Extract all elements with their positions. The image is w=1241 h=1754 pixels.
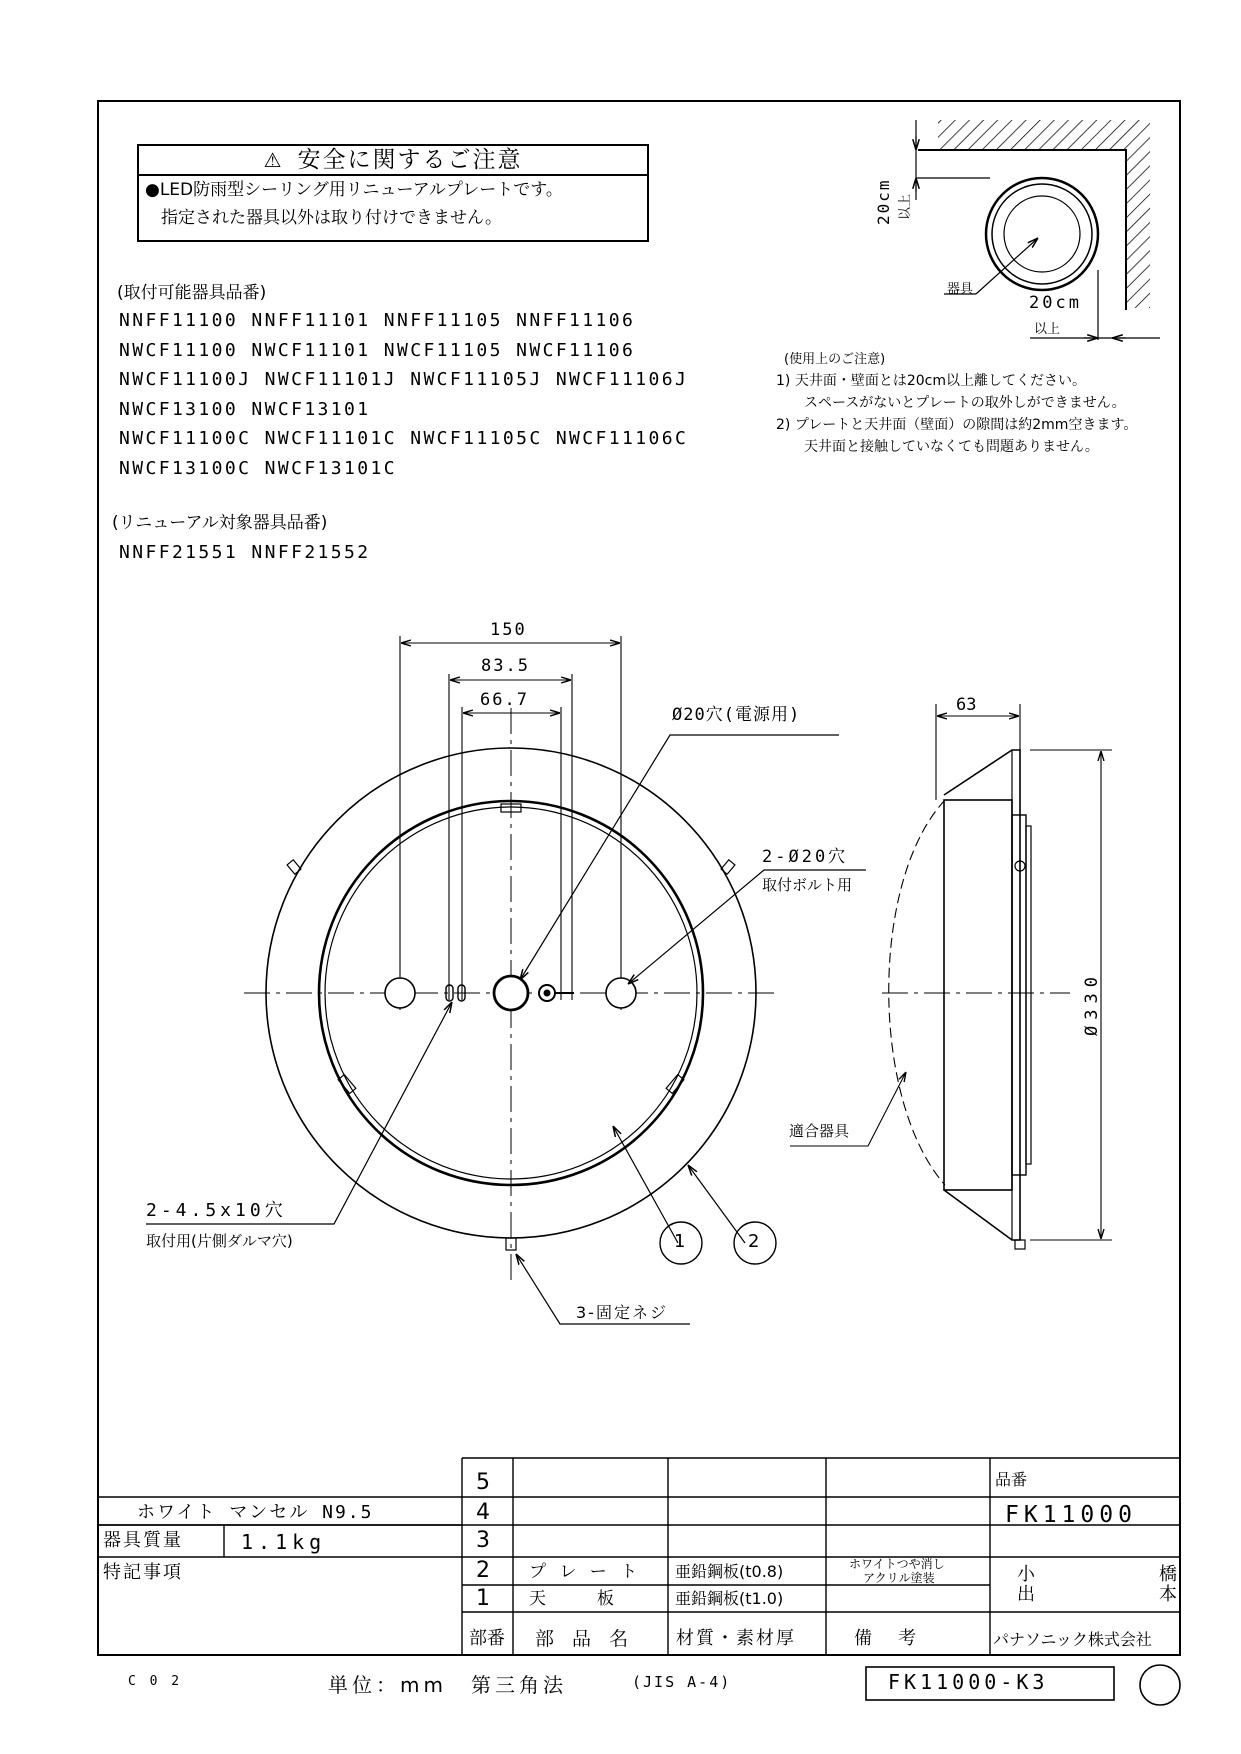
usage-note-2: 2) プレートと天井面（壁面）の隙間は約2mm空きます。 [776, 417, 1138, 433]
part-no-4: 4 [476, 1500, 490, 1525]
bolt-holes-label: 2-Ø20穴 [762, 847, 849, 867]
bolt-hole-right [606, 978, 636, 1008]
usage-note-1: 1) 天井面・壁面とは20cm以上離してください。 [776, 373, 1086, 389]
drawing-number: FK11000-K3 [888, 1670, 1049, 1694]
model-row: NWCF11100C NWCF11101C NWCF11105C NWCF11106C [119, 428, 689, 449]
model-row: NNFF11100 NNFF11101 NNFF11105 NNFF11106 [119, 310, 636, 331]
model-row: NWCF13100C NWCF13101C [119, 457, 397, 479]
renewal-heading: (リニューアル対象器具品番) [112, 513, 328, 533]
fixture-label: 器具 [947, 282, 974, 297]
part-name-1: 天 板 [529, 1589, 614, 1609]
side-view [882, 750, 1070, 1249]
header-note: 備 考 [854, 1628, 920, 1649]
fixture-circle-outer [986, 178, 1098, 290]
revision-circle [1140, 1665, 1180, 1705]
unit-projection: 単位：mm 第三角法 [328, 1673, 567, 1697]
screws-label: 3-固定ネジ [576, 1303, 668, 1322]
drafter-1: 小 [1017, 1564, 1035, 1585]
caution-line-1: ●LED防雨型シーリング用リニューアルプレートです。 [145, 180, 563, 200]
power-hole-label: Ø20穴(電源用) [672, 705, 801, 725]
part-no-1: 1 [476, 1586, 490, 1611]
part-number: FK11000 [1005, 1502, 1137, 1528]
usage-notes-heading: (使用上のご注意) [784, 352, 886, 367]
clearance-vertical-label: 20cm [874, 178, 893, 225]
drafter-2: 出 [1017, 1584, 1035, 1605]
dim-330-label: Ø330 [1082, 971, 1102, 1036]
header-material: 材質・素材厚 [676, 1628, 796, 1649]
color-spec: ホワイト マンセル N9.5 [137, 1502, 374, 1523]
usage-note-1b: スペースがないとプレートの取外しができません。 [804, 395, 1126, 411]
dim-83-5-label: 83.5 [481, 656, 530, 676]
caution-title: 安全に関するご注意 [297, 147, 523, 173]
part-name-2: プ レ ー ト [529, 1562, 642, 1582]
fixture-leader [976, 238, 1038, 294]
material-1: 亜鉛鋼板(t1.0) [675, 1589, 784, 1608]
plate-profile [944, 750, 1020, 1240]
part2-balloon-number: 2 [748, 1231, 760, 1252]
part-no-5: 5 [476, 1470, 490, 1495]
part-no-3: 3 [476, 1528, 490, 1553]
fixture-circle-core [1004, 196, 1080, 272]
clearance-horizontal-label: 20cm [1029, 293, 1082, 313]
ground-terminal-center [544, 990, 551, 997]
special-notes-label: 特記事項 [103, 1562, 183, 1583]
jis-standard: (JIS A-4) [632, 1673, 732, 1691]
power-hole [494, 976, 528, 1010]
note-2-line1: ホワイトつや消し [849, 1557, 945, 1571]
caution-line-2: 指定された器具以外は取り付けできません。 [161, 208, 503, 228]
part1-balloon-number: 1 [674, 1231, 686, 1252]
weight-label: 器具質量 [103, 1530, 183, 1551]
dim-63-label: 63 [956, 695, 977, 715]
bolt-hole-left [385, 978, 415, 1008]
renewal-model-row: NNFF21551 NNFF21552 [119, 542, 371, 563]
side-view-dimensions [790, 704, 1112, 1240]
checker-1: 橋 [1159, 1564, 1177, 1585]
warning-triangle-icon: ⚠ [263, 148, 284, 172]
dim-150-label: 150 [490, 620, 527, 640]
usage-note-2b: 天井面と接触していなくても問題ありません。 [804, 439, 1099, 455]
header-part-name: 部 品 名 [535, 1628, 635, 1650]
note-2-line2: アクリル塗装 [863, 1571, 935, 1585]
title-block [97, 1458, 1181, 1656]
clearance-vertical-sub: 以上 [898, 193, 913, 220]
fixture-circle-inner [992, 184, 1092, 284]
part-no-label: 品番 [995, 1470, 1028, 1489]
part2-leader [688, 1165, 745, 1243]
checker-2: 本 [1159, 1584, 1177, 1605]
part-no-2: 2 [476, 1558, 490, 1583]
fixture-side-label: 適合器具 [789, 1122, 850, 1140]
model-row: NWCF11100 NWCF11101 NWCF11105 NWCF11106 [119, 339, 636, 361]
dim-66-7-label: 66.7 [480, 690, 529, 710]
front-view [244, 708, 778, 1285]
company-name: パナソニック株式会社 [993, 1630, 1152, 1649]
slot-hole-leader [146, 1002, 452, 1224]
revision-code: C 0 2 [128, 1674, 183, 1689]
material-2: 亜鉛鋼板(t0.8) [675, 1562, 784, 1581]
model-row: NWCF11100J NWCF11101J NWCF11105J NWCF11106J [119, 369, 689, 390]
clearance-horizontal-sub: 以上 [1034, 322, 1061, 337]
slot-holes-sub: 取付用(片側ダルマ穴) [146, 1232, 293, 1250]
compatible-heading: (取付可能器具品番) [117, 283, 267, 303]
fixture-body [944, 800, 1012, 1190]
header-part-no: 部番 [469, 1628, 505, 1649]
weight-value: 1.1kg [241, 1530, 327, 1554]
model-row: NWCF13100 NWCF13101 [119, 398, 371, 420]
slot-holes-label: 2-4.5x10穴 [146, 1200, 287, 1221]
bolt-holes-sub: 取付ボルト用 [762, 876, 853, 894]
